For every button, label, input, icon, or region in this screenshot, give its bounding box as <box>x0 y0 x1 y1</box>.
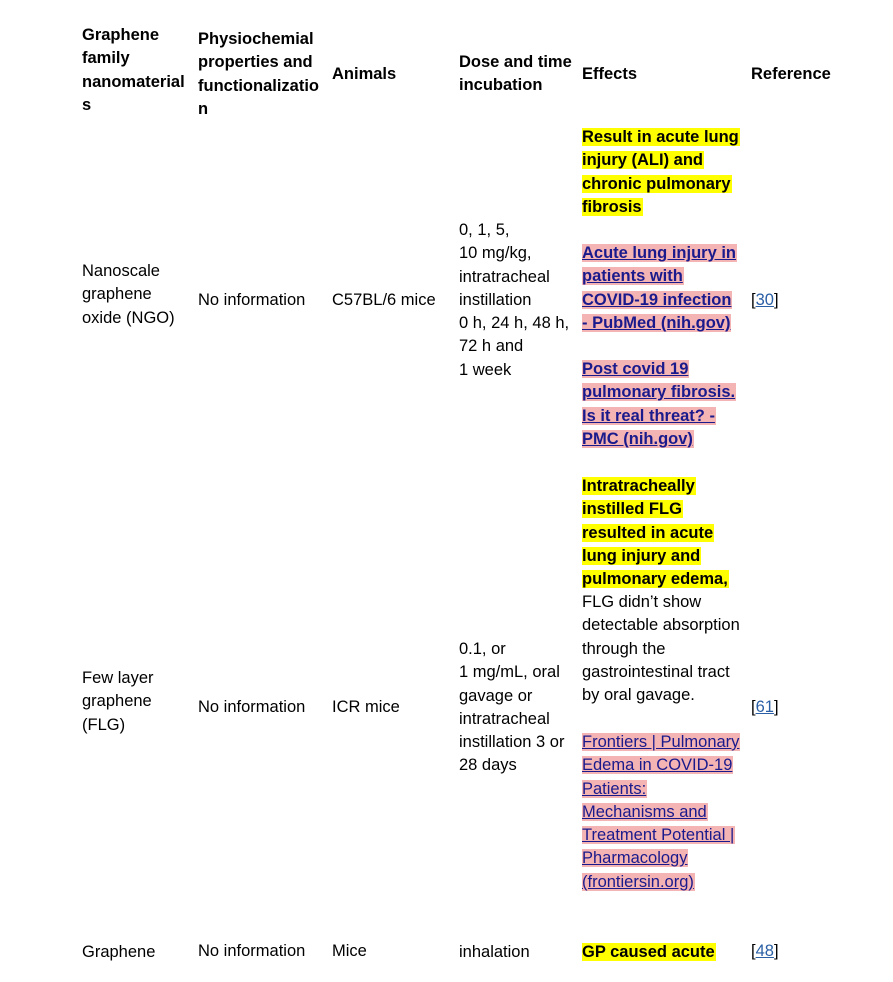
dose-line: 0 h, 24 h, 48 h, <box>459 314 570 333</box>
dose-line: 1 mg/mL, oral <box>459 663 560 682</box>
material-line: Few layer <box>82 669 154 687</box>
header-material <box>82 24 185 117</box>
dose-line: 28 days <box>459 756 517 775</box>
row2-properties: No information <box>198 698 306 716</box>
dose-line: instillation <box>459 290 532 309</box>
header-material-line: Graphene <box>82 26 160 44</box>
row1-dose <box>459 219 569 382</box>
row1-reference: [30] <box>751 291 779 309</box>
link-line[interactable]: - PubMed (nih.gov) <box>582 313 731 332</box>
effect-highlight-line: instilled FLG <box>582 500 682 519</box>
effect-highlight-line: lung injury and <box>582 546 701 565</box>
dose-line: 1 week <box>459 360 512 379</box>
dose-line: 0.1, or <box>459 640 506 658</box>
row2-reference: [61] <box>751 698 779 716</box>
row1-animals: C57BL/6 mice <box>332 291 436 309</box>
row1-link-pmc[interactable] <box>582 358 736 451</box>
header-effects: Effects <box>582 65 638 83</box>
row1-effect-highlight <box>582 126 740 219</box>
link-line[interactable]: Mechanisms and <box>582 802 707 821</box>
material-line: (FLG) <box>82 715 126 734</box>
dose-line: 10 mg/kg, <box>459 244 532 263</box>
header-properties-line: n <box>198 99 209 118</box>
row2-effect-highlight <box>582 475 729 591</box>
dose-line: intratracheal <box>459 267 550 286</box>
dose-line: 0, 1, 5, <box>459 221 510 239</box>
dose-line: intratracheal <box>459 709 550 728</box>
effect-line: through the <box>582 639 666 658</box>
effect-highlight-line: injury (ALI) and <box>582 151 703 170</box>
reference-link[interactable]: 48 <box>755 942 774 960</box>
row3-dose: inhalation <box>459 943 530 961</box>
header-dose-line: incubation <box>459 76 543 95</box>
row2-link-frontiers[interactable] <box>582 731 740 894</box>
link-line[interactable]: Post covid 19 <box>582 360 689 378</box>
link-line[interactable]: Treatment Potential | <box>582 826 735 845</box>
row3-reference: [48] <box>751 942 779 960</box>
header-material-line: s <box>82 95 92 114</box>
link-line[interactable]: PMC (nih.gov) <box>582 429 693 448</box>
link-line[interactable]: Is it real threat? - <box>582 406 715 425</box>
effect-highlight-line: Result in acute lung <box>582 128 739 146</box>
link-line[interactable]: pulmonary fibrosis. <box>582 383 736 402</box>
header-dose <box>459 51 572 98</box>
link-line[interactable]: patients with <box>582 267 683 286</box>
header-properties-line: properties and <box>198 53 313 72</box>
header-animals: Animals <box>332 65 397 83</box>
link-line[interactable]: Edema in COVID-19 <box>582 756 733 775</box>
effect-line: FLG didn’t show <box>582 593 702 611</box>
link-line[interactable]: Acute lung injury in <box>582 244 737 262</box>
row2-material <box>82 667 154 737</box>
reference-link[interactable]: 61 <box>755 698 774 716</box>
link-line[interactable]: Pharmacology <box>582 849 688 868</box>
header-properties <box>198 28 319 121</box>
effect-highlight-line: GP caused acute <box>582 943 715 961</box>
dose-line: 72 h and <box>459 337 524 356</box>
effect-highlight-line: fibrosis <box>582 197 642 216</box>
dose-line: gavage or <box>459 686 533 705</box>
effect-highlight-line: pulmonary edema, <box>582 570 728 589</box>
link-line[interactable]: (frontiersin.org) <box>582 872 694 891</box>
row1-material <box>82 260 175 330</box>
link-line[interactable]: Frontiers | Pulmonary <box>582 733 740 751</box>
row2-effect-plain <box>582 591 740 707</box>
row3-effect-highlight <box>582 941 716 964</box>
row1-link-pubmed[interactable] <box>582 242 737 335</box>
effect-line: detectable absorption <box>582 616 740 635</box>
header-material-line: nanomaterial <box>82 72 185 91</box>
header-properties-line: functionalizatio <box>198 76 319 95</box>
link-line[interactable]: Patients: <box>582 779 647 798</box>
reference-link[interactable]: 30 <box>755 291 774 309</box>
effect-line: gastrointestinal tract <box>582 662 730 681</box>
row1-properties: No information <box>198 291 306 309</box>
row3-material: Graphene <box>82 943 156 961</box>
header-material-line: family <box>82 49 130 68</box>
row2-animals: ICR mice <box>332 698 400 716</box>
row3-animals: Mice <box>332 942 367 960</box>
material-line: graphene <box>82 285 152 304</box>
material-line: graphene <box>82 692 152 711</box>
effect-line: by oral gavage. <box>582 686 695 705</box>
header-dose-line: Dose and time <box>459 53 572 71</box>
effect-highlight-line: Intratracheally <box>582 477 695 495</box>
material-line: Nanoscale <box>82 262 160 280</box>
header-reference: Reference <box>751 65 831 83</box>
header-properties-line: Physiochemial <box>198 30 314 48</box>
link-line[interactable]: COVID-19 infection <box>582 290 732 309</box>
effect-highlight-line: chronic pulmonary <box>582 174 731 193</box>
row2-dose <box>459 638 564 778</box>
effect-highlight-line: resulted in acute <box>582 523 714 542</box>
row3-properties: No information <box>198 942 306 960</box>
material-line: oxide (NGO) <box>82 308 175 327</box>
dose-line: instillation 3 or <box>459 733 565 752</box>
